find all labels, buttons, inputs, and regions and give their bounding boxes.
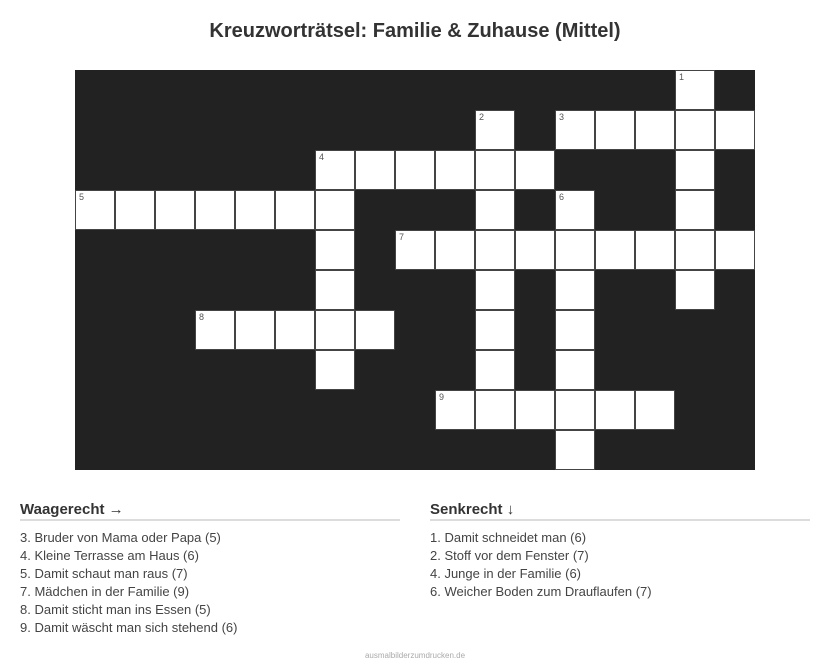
crossword-cell[interactable]: [515, 230, 555, 270]
crossword-cell[interactable]: [715, 110, 755, 150]
crossword-cell[interactable]: [475, 230, 515, 270]
page-title: Kreuzworträtsel: Familie & Zuhause (Mittel): [209, 20, 621, 42]
crossword-cell[interactable]: [435, 150, 475, 190]
crossword-cell[interactable]: [675, 110, 715, 150]
crossword-cell[interactable]: [435, 390, 475, 430]
crossword-cell[interactable]: [555, 110, 595, 150]
crossword-cell[interactable]: [555, 430, 595, 470]
clue-item: 6. Weicher Boden zum Drauflaufen (7): [430, 584, 652, 599]
clue-number: 5: [79, 192, 85, 202]
crossword-cell[interactable]: [635, 390, 675, 430]
crossword-cell[interactable]: [675, 150, 715, 190]
crossword-cell[interactable]: [475, 270, 515, 310]
crossword-cell[interactable]: [475, 350, 515, 390]
crossword-cell[interactable]: [315, 190, 355, 230]
clue-item: 8. Damit sticht man ins Essen (5): [20, 602, 211, 617]
crossword-cell[interactable]: [395, 150, 435, 190]
across-clue-list: [20, 529, 400, 637]
crossword-cell[interactable]: [475, 190, 515, 230]
crossword-cell[interactable]: [675, 190, 715, 230]
crossword-cell[interactable]: [555, 230, 595, 270]
crossword-cell[interactable]: [555, 190, 595, 230]
clue-item: 9. Damit wäscht man sich stehend (6): [20, 620, 238, 635]
down-clue-list: [430, 529, 810, 601]
clue-item: 1. Damit schneidet man (6): [430, 530, 587, 545]
clue-number: 7: [399, 232, 405, 242]
crossword-cell[interactable]: [195, 310, 235, 350]
crossword-cell[interactable]: [355, 150, 395, 190]
crossword-cell[interactable]: [675, 270, 715, 310]
crossword-cell[interactable]: [275, 190, 315, 230]
crossword-cell[interactable]: [475, 110, 515, 150]
crossword-cell[interactable]: [555, 390, 595, 430]
crossword-cell[interactable]: [315, 270, 355, 310]
crossword-cell[interactable]: [235, 310, 275, 350]
crossword-cell[interactable]: [475, 310, 515, 350]
crossword-cell[interactable]: [435, 230, 475, 270]
clue-item: 5. Damit schaut man raus (7): [20, 566, 188, 581]
crossword-grid: [75, 70, 755, 470]
down-clues: [430, 501, 810, 601]
crossword-cell[interactable]: [315, 230, 355, 270]
crossword-cell[interactable]: [395, 230, 435, 270]
crossword-cell[interactable]: [675, 230, 715, 270]
crossword-cell[interactable]: [595, 230, 635, 270]
crossword-cell[interactable]: [235, 190, 275, 230]
crossword-cell[interactable]: [195, 190, 235, 230]
across-heading: Waagerecht →: [20, 501, 400, 521]
footer-credit: ausmalbilderzumdrucken.de: [364, 651, 466, 660]
crossword-cell[interactable]: [635, 110, 675, 150]
crossword-cell[interactable]: [555, 270, 595, 310]
crossword-cell[interactable]: [115, 190, 155, 230]
crossword-cell[interactable]: [635, 230, 675, 270]
clue-number: 6: [559, 192, 565, 202]
crossword-cell[interactable]: [475, 150, 515, 190]
crossword-cell[interactable]: [555, 310, 595, 350]
crossword-cell[interactable]: [675, 70, 715, 110]
crossword-cell[interactable]: [315, 310, 355, 350]
across-clues: [20, 501, 400, 637]
clue-number: 8: [199, 312, 205, 322]
crossword-cell[interactable]: [315, 150, 355, 190]
crossword-cell[interactable]: [75, 190, 115, 230]
crossword-cell[interactable]: [275, 310, 315, 350]
crossword-cell[interactable]: [595, 390, 635, 430]
crossword-cell[interactable]: [355, 310, 395, 350]
crossword-cell[interactable]: [155, 190, 195, 230]
crossword-cell[interactable]: [515, 150, 555, 190]
clue-number: 3: [559, 112, 565, 122]
crossword-cell[interactable]: [315, 350, 355, 390]
clue-number: 9: [439, 392, 445, 402]
clue-number: 4: [319, 152, 325, 162]
clue-number: 2: [479, 112, 485, 122]
crossword-cell[interactable]: [515, 390, 555, 430]
clue-number: 1: [679, 72, 685, 82]
clue-item: 3. Bruder von Mama oder Papa (5): [20, 530, 221, 545]
crossword-cell[interactable]: [475, 390, 515, 430]
clue-item: 2. Stoff vor dem Fenster (7): [430, 548, 589, 563]
clue-item: 4. Junge in der Familie (6): [430, 566, 582, 581]
down-heading: Senkrecht ↓: [430, 501, 810, 521]
crossword-cell[interactable]: [555, 350, 595, 390]
crossword-cell[interactable]: [715, 230, 755, 270]
clue-item: 7. Mädchen in der Familie (9): [20, 584, 190, 599]
crossword-cell[interactable]: [595, 110, 635, 150]
clue-item: 4. Kleine Terrasse am Haus (6): [20, 548, 199, 563]
